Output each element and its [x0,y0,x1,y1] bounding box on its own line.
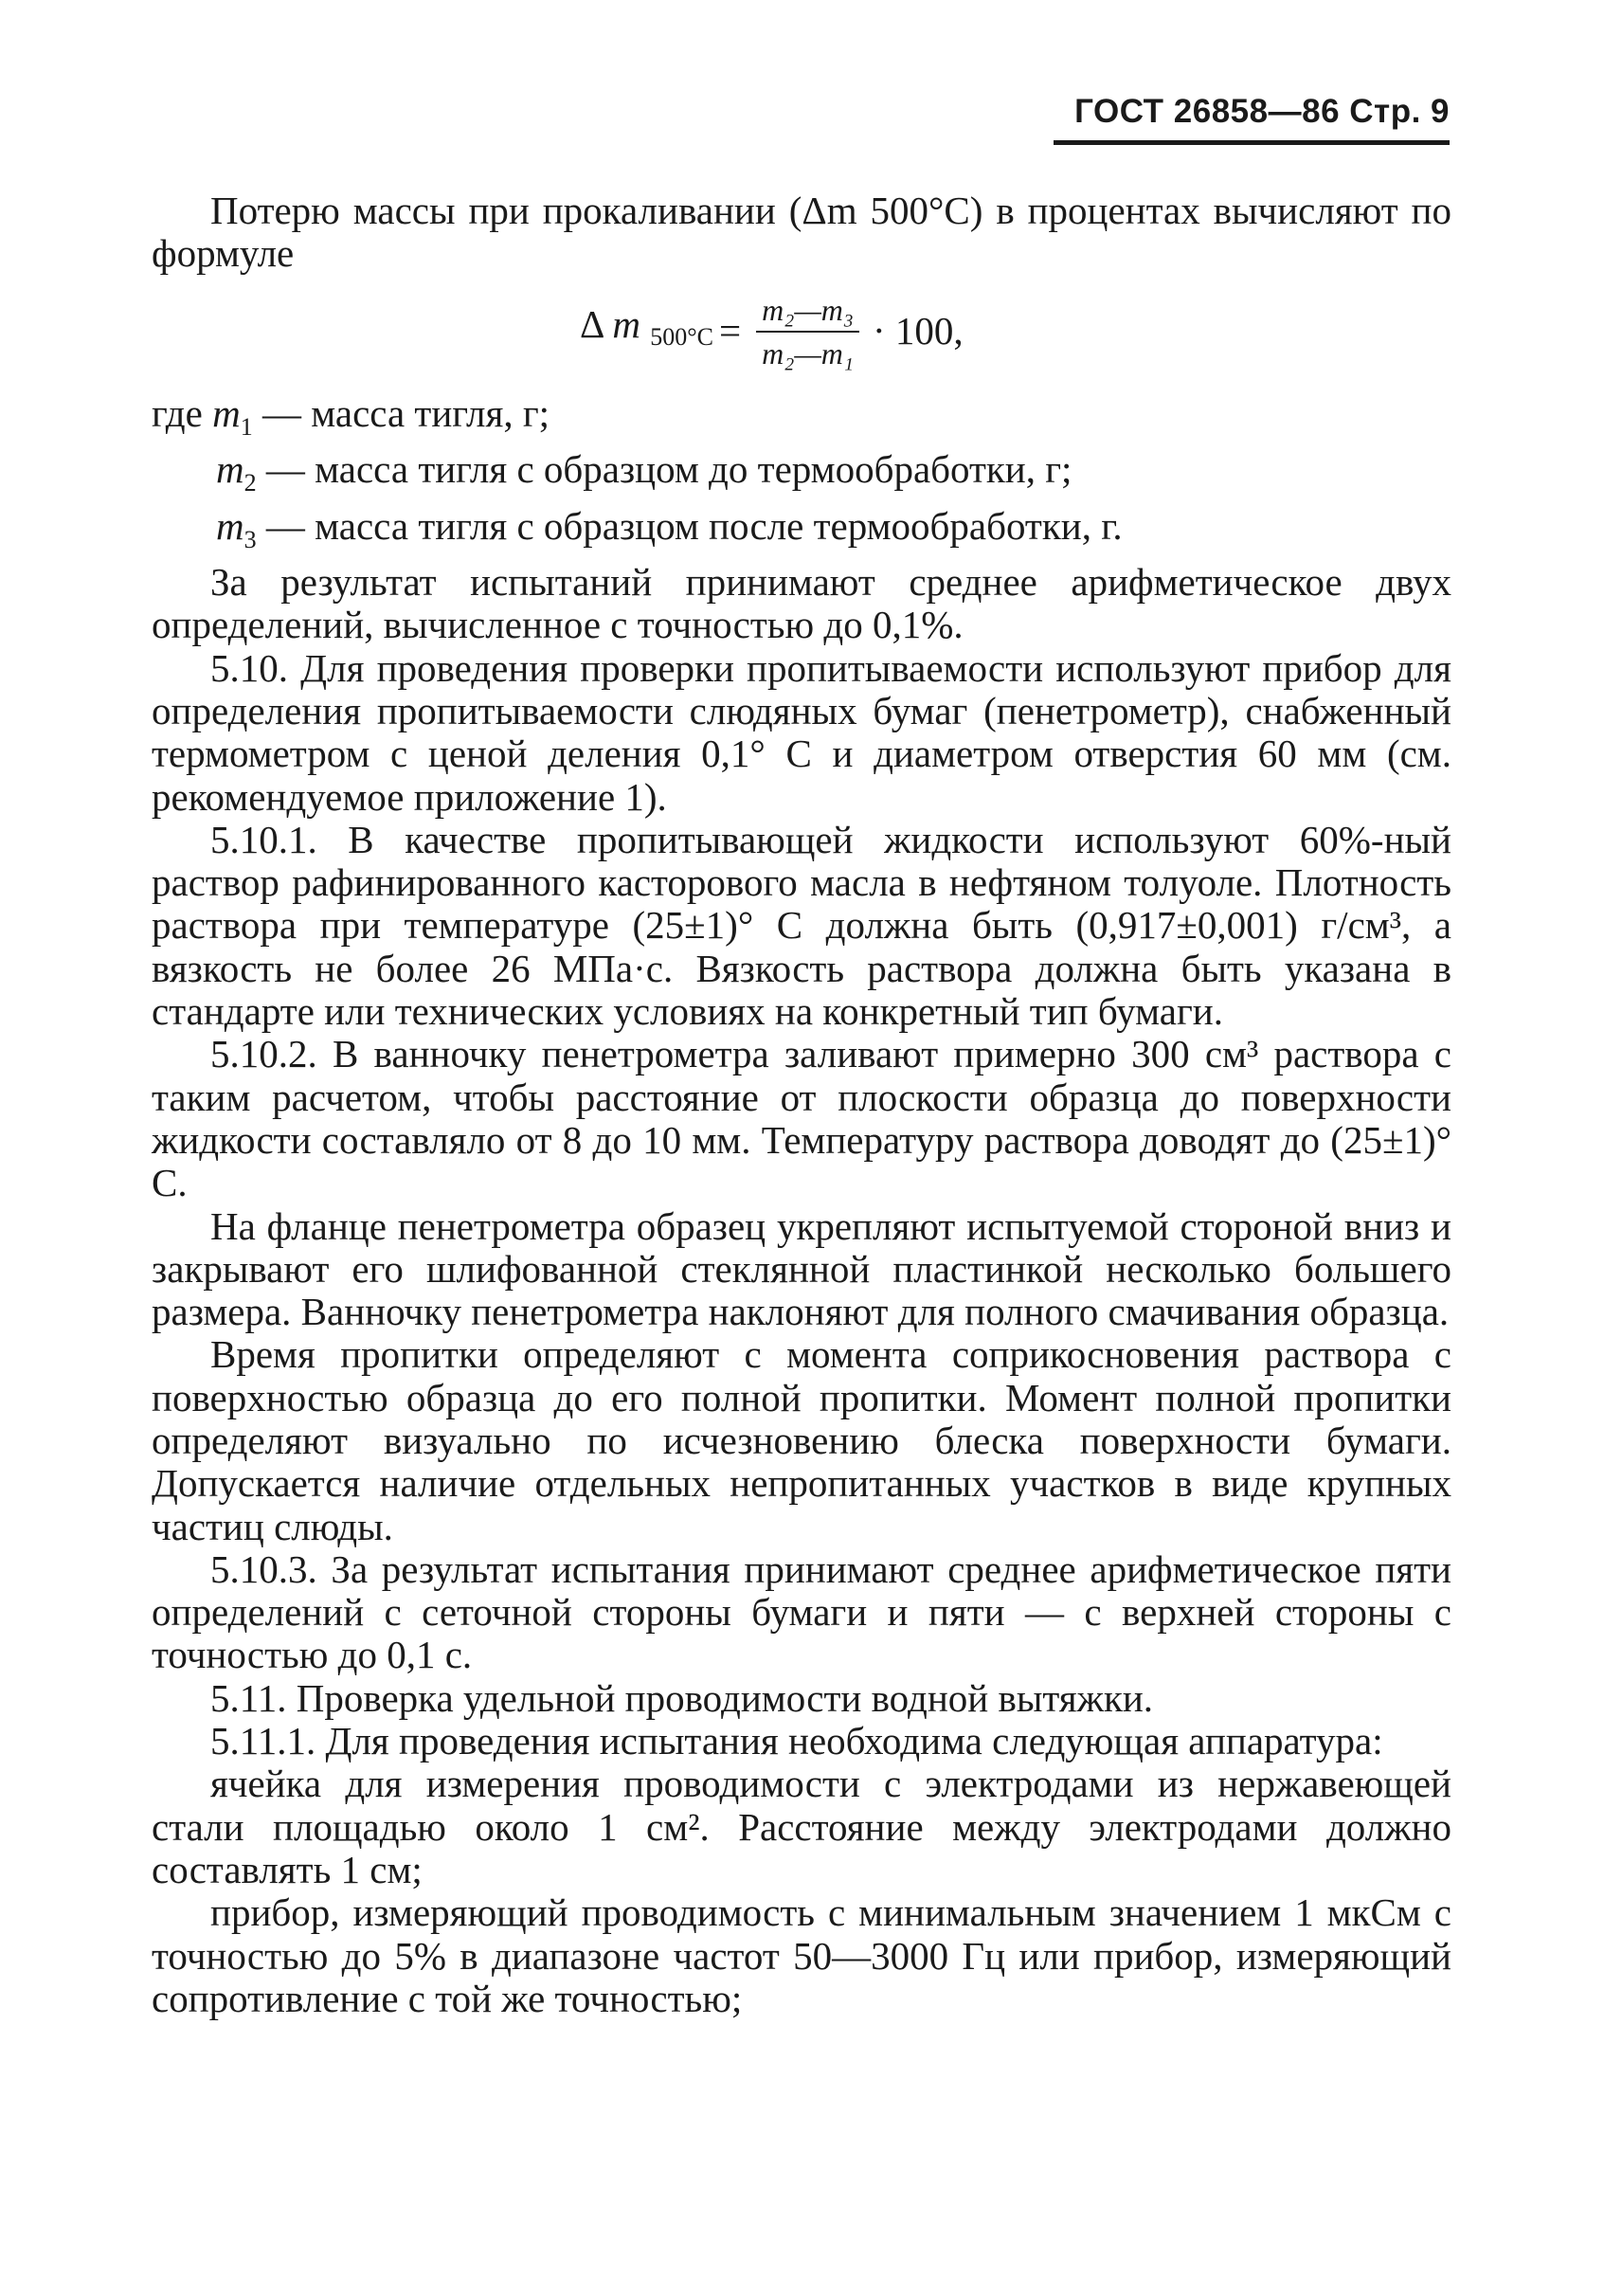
formula-lhs-var: m [612,302,640,347]
paragraph-cell: ячейка для измерения проводимости с электродами из нержавеющей стали площадью около 1 см². Расстояние между электродами должно составлять 1 см; [152,1762,1451,1891]
definitions-lead: где [152,390,203,435]
intro-paragraph: Потерю массы при прокаливании (Δm 500°C) в процентах вычисляют по формуле [152,189,1451,276]
definition-m2-desc: — масса тигля с образцом до термообработки, г; [265,447,1072,492]
definition-m3-desc: — масса тигля с образцом после термообработки, г. [265,503,1123,548]
definition-m1 [152,392,1451,448]
paragraph-5-10-3: 5.10.3. За результат испытания принимают среднее арифметическое пяти определений с сеточной стороны бумаги и пяти — с верхней стороны с точностью до 0,1 с. [152,1546,1451,1677]
definition-m3-sub: 3 [243,525,257,553]
formula-equals: = [718,308,742,353]
header-rule [1054,140,1450,145]
variable-definitions [152,392,1451,561]
paragraph-result-average: За результат испытаний принимают среднее арифметическое двух определений, вычисленное с точностью до 0,1%. [152,560,1451,647]
formula-multiplier: · 100, [873,308,964,353]
formula-numerator: m₂—m₃ [762,292,855,327]
paragraph-5-11: 5.11. Проверка удельной проводимости водной вытяжки. [210,1675,1154,1720]
paragraph-flange: На фланце пенетрометра образец укрепляют испытуемой стороной вниз и закрывают его шлифованной стеклянной пластинкой несколько большего размера. Ванночку пенетрометра наклоняют для полного смачивания образца. [152,1203,1451,1334]
mass-loss-formula [152,279,1451,385]
formula-denominator: m₂—m₁ [762,335,855,371]
definition-m2-var: m [216,447,244,492]
definition-m1-desc: — масса тигля, г; [261,390,550,435]
formula-delta: Δ [580,302,604,347]
page-number: Стр. 9 [1349,93,1450,130]
definition-m1-var: m [212,390,241,435]
definition-m2-sub: 2 [243,469,257,497]
paragraph-5-10-1: 5.10.1. В качестве пропитывающей жидкости используют 60%-ный раствор рафинированного касторового масла в нефтяном толуоле. Плотность раствора при температуре (25±1)° С должна быть (0,917±0,001) г/см³, а вязкость не более 26 МПа·с. Вязкость раствора должна быть указана в стандарте или технических условиях на конкретный тип бумаги. [152,817,1451,1034]
body-text [152,190,1451,2020]
formula-lhs-sub: 500°C [650,323,713,352]
paragraph-5-11-1: 5.11.1. Для проведения испытания необходима следующая аппаратура: [210,1719,1383,1763]
definition-m1-sub: 1 [240,412,253,441]
page-header [1061,93,1450,131]
standard-code: ГОСТ 26858—86 [1074,93,1341,130]
definition-m3-var: m [216,503,244,548]
definition-m2 [152,448,1451,504]
paragraph-instrument: прибор, измеряющий проводимость с минимальным значением 1 мкСм с точностью до 5% в диапазоне частот 50—3000 Гц или прибор, измеряющий сопротивление с той же точностью; [152,1890,1451,2020]
paragraph-5-10: 5.10. Для проведения проверки пропитываемости используют прибор для определения пропитываемости слюдяных бумаг (пенетрометр), снабженный термометром с ценой деления 0,1° С и диаметром отверстия 60 мм (см. рекомендуемое приложение 1). [152,645,1451,819]
paragraph-5-10-2: 5.10.2. В ванночку пенетрометра заливают примерно 300 см³ раствора с таким расчетом, чтобы расстояние от плоскости образца до поверхности жидкости составляло от 8 до 10 мм. Температуру раствора доводят до (25±1)° С. [152,1032,1451,1205]
formula-fraction [756,289,859,374]
definition-m3 [152,505,1451,561]
paragraph-impregnation-time: Время пропитки определяют с момента соприкосновения раствора с поверхностью образца до его полной пропитки. Момент полной пропитки определяют визуально по исчезновению блеска поверхности бумаги. Допускается наличие отдельных непропитанных участков в виде крупных частиц слюды. [152,1332,1451,1548]
formula-lhs [580,303,713,358]
